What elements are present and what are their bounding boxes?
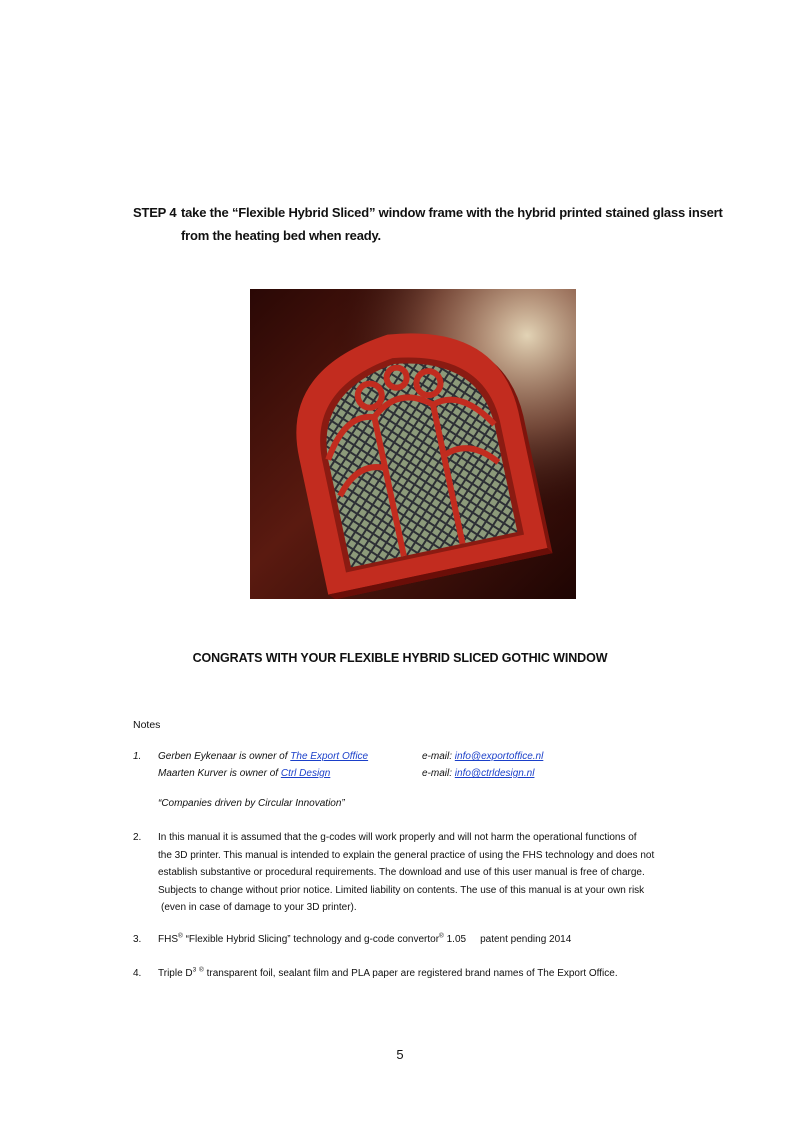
ctrl-design-link[interactable]: Ctrl Design [280,768,331,779]
disclaimer-line: Subjects to change without prior notice. Limited liability on contents. The use of this manual is at your own risk [158,884,645,896]
owner-text: Gerben Eykenaar is owner of [158,751,288,762]
gothic-window-photo [250,289,576,599]
disclaimer-line: the 3D printer. This manual is intended to explain the general practice of using the FHS technology and does not [158,849,655,861]
note-3 [133,931,733,948]
step-label: STEP 4 [133,205,177,220]
fhs-text: FHS [158,933,178,945]
step-line-2: from the heating bed when ready. [181,228,381,243]
owner-row-1 [158,748,733,765]
registered-mark: ® [178,932,183,940]
owner-text: Maarten Kurver is owner of [158,768,279,779]
version-text: 1.05 [443,933,467,945]
export-office-email-link[interactable]: info@exportoffice.nl [454,751,544,762]
company-motto: “Companies driven by Circular Innovation” [158,798,345,809]
email-label: e-mail: [422,751,453,762]
ctrl-design-email-link[interactable]: info@ctrldesign.nl [454,768,535,779]
congrats-heading: CONGRATS WITH YOUR FLEXIBLE HYBRID SLICED GOTHIC WINDOW [192,651,608,665]
brand-names-text: transparent foil, sealant film and PLA paper are registered brand names of The Export Office. [203,967,618,979]
patent-text: patent pending 2014 [480,933,572,945]
note-number: 2. [133,832,142,843]
registered-mark: ® [439,932,444,940]
triple-d-text: Triple D [158,967,193,979]
note-4 [133,965,733,982]
notes-heading: Notes [133,719,161,731]
note-2 [133,829,733,917]
email-label: e-mail: [422,768,453,779]
step-4-instruction [133,201,753,247]
page-number: 5 [396,1047,404,1062]
export-office-link[interactable]: The Export Office [290,751,369,762]
note-1 [133,748,733,812]
registered-mark: ® [199,966,204,974]
disclaimer-line: In this manual it is assumed that the g-codes will work properly and will not harm the operational functions of [158,832,637,843]
superscript-3: 3 [192,966,197,974]
disclaimer-line: (even in case of damage to your 3D printer). [161,902,357,913]
disclaimer-line: establish substantive or procedural requirements. The download and use of this user manual is free of charge. [158,867,645,878]
step-line-1: take the “Flexible Hybrid Sliced” window frame with the hybrid printed stained glass insert [181,205,723,220]
fhs-description: “Flexible Hybrid Slicing” technology and g-code convertor [182,933,440,945]
note-number: 4. [133,967,142,979]
note-number: 1. [133,751,142,762]
note-number: 3. [133,933,142,945]
owner-row-2 [158,765,733,782]
notes-list [133,748,733,982]
